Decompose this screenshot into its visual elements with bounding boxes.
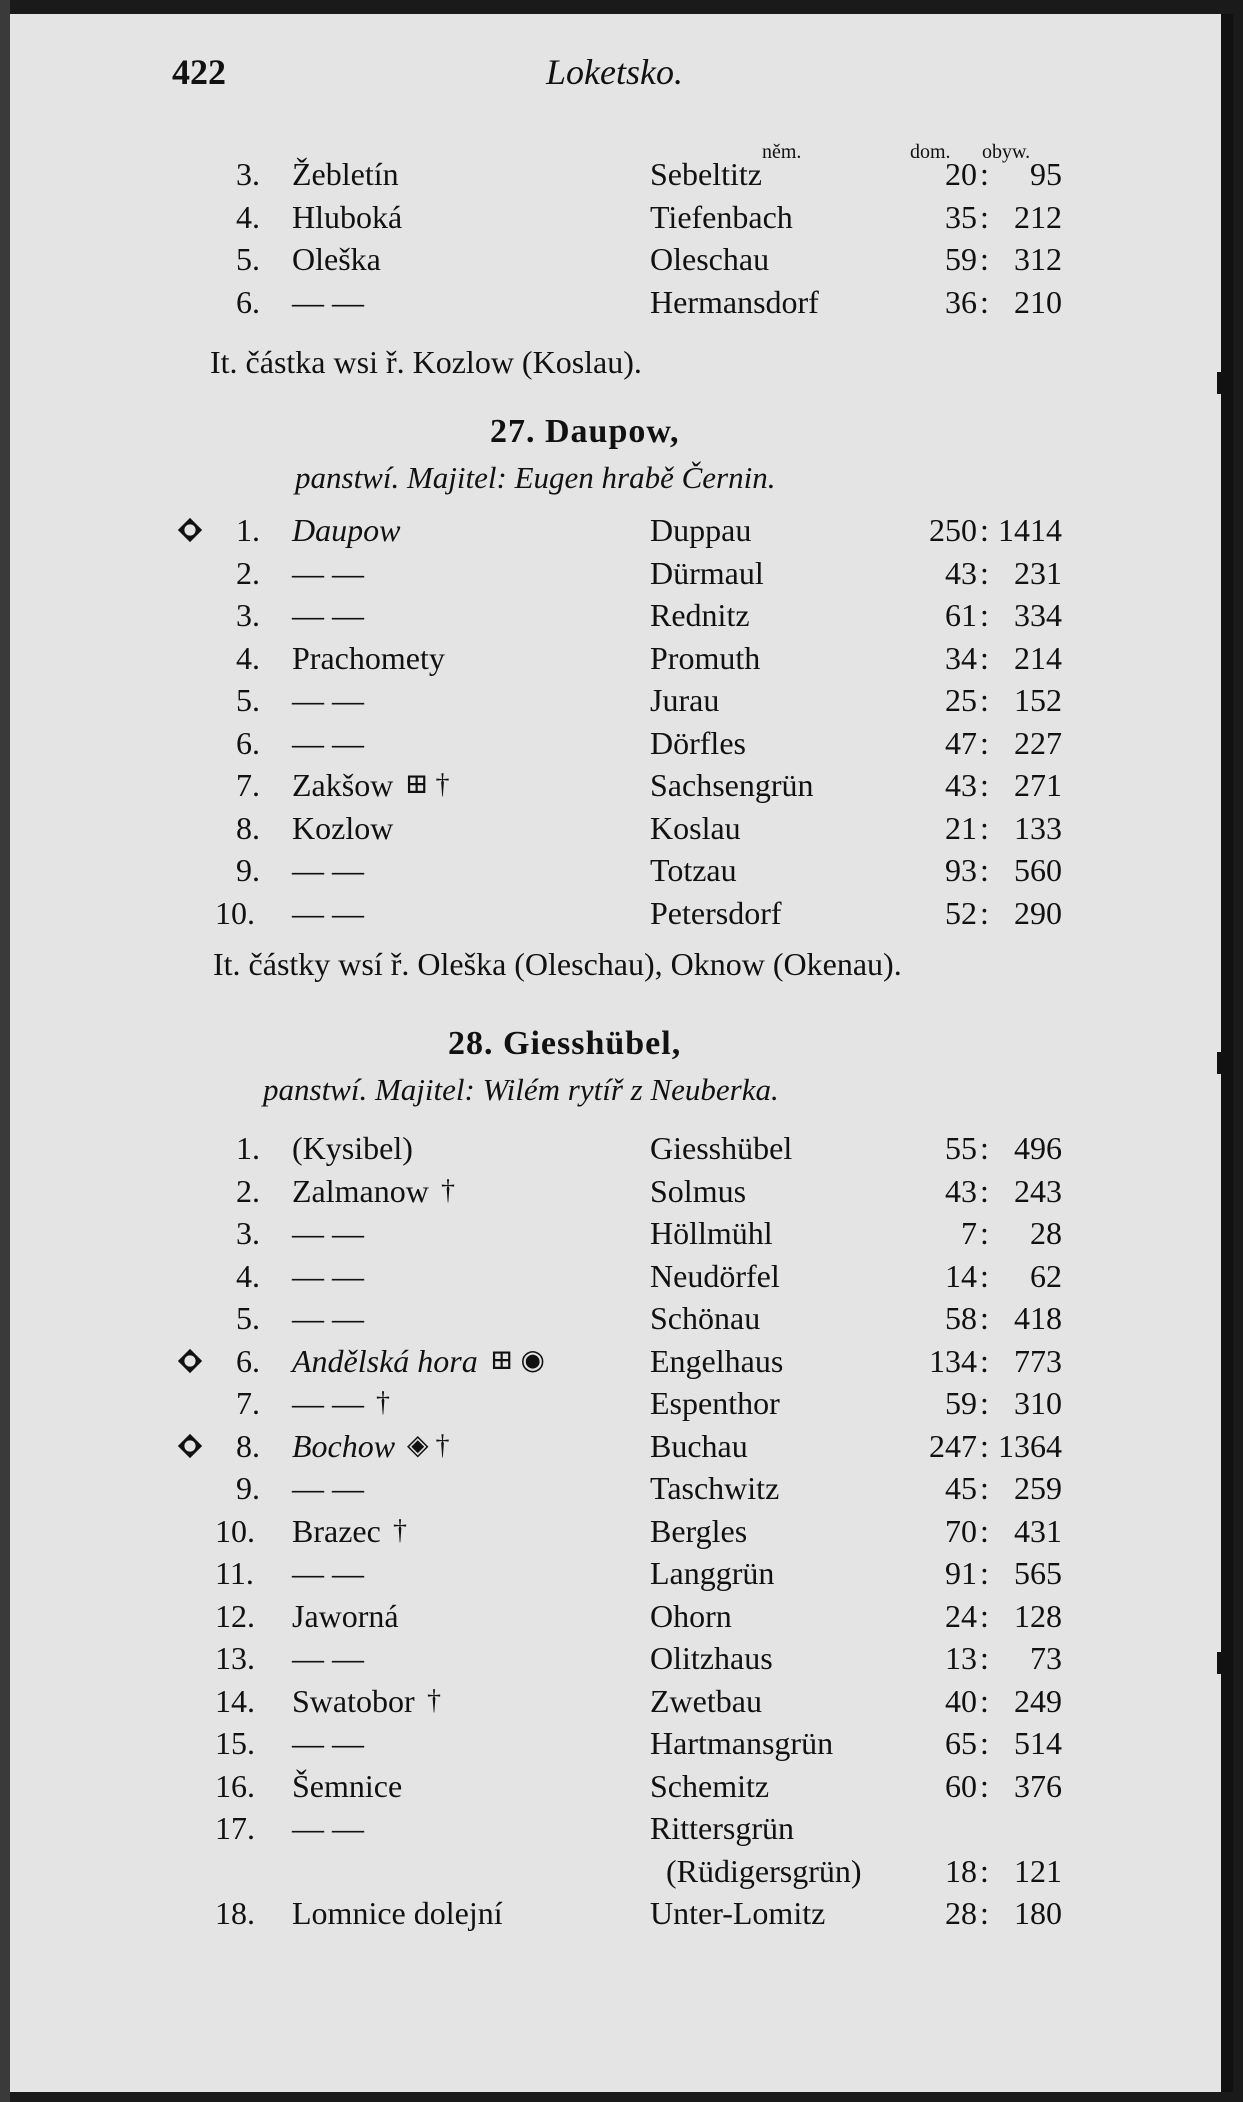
row-czech-name: — — [292,682,364,718]
row-number: 7. [236,767,260,803]
section-28-title: 28. Giesshübel, [448,1025,682,1062]
row-separator: : [980,852,989,888]
row-inhabitants: 565 [1014,1555,1062,1591]
row-separator: : [980,894,989,931]
row-separator: : [980,1555,989,1591]
row-czech-name: — — [292,1725,364,1761]
row-german-name: Tiefenbach [650,198,793,235]
row-houses: 40 [945,1682,977,1719]
row-number: 1. [236,512,260,548]
row-houses: 14 [945,1257,977,1294]
row-separator: : [980,1682,989,1719]
row-houses: 47 [945,724,977,761]
row-separator: : [980,241,989,277]
row-inhabitants: 214 [1014,639,1062,676]
row-number: 11. [215,1555,254,1591]
row-czech-name: — — [292,1215,364,1251]
row-separator: : [980,156,989,192]
row-czech-name: — — [292,1385,364,1421]
row-number: 3. [236,156,260,192]
row-german-name: Engelhaus [650,1342,784,1379]
row-number: 1. [236,1130,260,1166]
row-houses: 18 [945,1852,977,1889]
row-german-name: Sachsengrün [650,767,814,803]
row-separator: : [980,1427,989,1464]
row-houses: 13 [945,1640,977,1676]
row-number: 8. [236,1427,260,1464]
row-german-name: Buchau [650,1427,748,1464]
row-separator: : [980,1342,989,1379]
row-number: 10. [215,1512,255,1549]
row-german-name: Taschwitz [650,1470,780,1506]
row-houses: 35 [945,198,977,235]
row-german-name: Dörfles [650,724,746,761]
row-german-name: Rednitz [650,597,750,633]
row-number: 12. [215,1597,255,1634]
section-27-note: It. částky wsí ř. Oleška (Oleschau), Oknow (Okenau). [213,946,902,982]
row-number: 5. [236,1300,260,1336]
row-separator: : [980,1767,989,1804]
row-czech-name: Lomnice dolejní [292,1895,503,1931]
row-czech-name: — — [292,1555,364,1591]
row-separator: : [980,1895,989,1931]
row-separator: : [980,1257,989,1294]
row-german-name: (Rüdigersgrün) [666,1852,862,1889]
row-czech-name: — — [292,724,364,761]
row-number: 3. [236,597,260,633]
row-german-name: Höllmühl [650,1215,773,1251]
row-number: 14. [215,1682,255,1719]
row-separator: : [980,283,989,320]
row-german-name: Zwetbau [650,1682,762,1719]
row-number: 9. [236,852,260,888]
row-symbols: † [393,1514,407,1546]
row-houses: 25 [945,682,977,718]
row-houses: 134 [929,1342,977,1379]
row-german-name: Rittersgrün [650,1810,794,1846]
row-number: 5. [236,682,260,718]
row-inhabitants: 121 [1014,1852,1062,1889]
row-inhabitants: 334 [1014,597,1062,633]
row-separator: : [980,1172,989,1209]
row-czech-name: Žebletín [292,156,399,192]
row-number: 3. [236,1215,260,1251]
section-27-title: 27. Daupow, [490,413,680,450]
row-symbols: † [376,1387,390,1418]
row-separator: : [980,809,989,846]
row-czech-name: — — [292,597,364,633]
row-separator: : [980,198,989,235]
row-german-name: Totzau [650,852,737,888]
row-houses: 70 [945,1512,977,1549]
row-inhabitants: 431 [1014,1512,1062,1549]
row-german-name: Schönau [650,1300,761,1336]
row-czech-name: Jaworná [292,1597,399,1634]
row-houses: 43 [945,554,977,591]
row-number: 2. [236,1172,260,1209]
row-houses: 58 [945,1300,977,1336]
row-number: 16. [215,1767,255,1804]
row-inhabitants: 180 [1014,1895,1062,1931]
row-separator: : [980,724,989,761]
row-number: 7. [236,1385,260,1421]
row-german-name: Petersdorf [650,894,782,931]
edge-mark [1217,1652,1227,1674]
row-inhabitants: 28 [1030,1215,1062,1251]
row-inhabitants: 773 [1014,1342,1062,1379]
row-houses: 65 [945,1725,977,1761]
row-houses: 36 [945,283,977,320]
row-czech-name: — — [292,1257,364,1294]
row-czech-name: Bochow [292,1427,396,1464]
row-houses: 59 [945,241,977,277]
row-czech-name: Prachomety [292,639,445,676]
row-houses: 93 [945,852,977,888]
row-german-name: Ohorn [650,1597,732,1634]
row-inhabitants: 212 [1014,198,1062,235]
row-number: 4. [236,1257,260,1294]
row-czech-name: — — [292,1640,364,1676]
row-german-name: Duppau [650,512,752,548]
row-separator: : [980,512,989,548]
row-czech-name: Oleška [292,241,381,277]
row-inhabitants: 227 [1014,724,1062,761]
row-inhabitants: 271 [1014,767,1062,803]
row-inhabitants: 249 [1014,1682,1062,1719]
section-28-subtitle: panstwí. Majitel: Wilém rytíř z Neuberka. [263,1072,779,1107]
row-number: 10. [215,894,255,931]
row-houses: 45 [945,1470,977,1506]
row-separator: : [980,554,989,591]
row-houses: 59 [945,1385,977,1421]
row-number: 6. [236,1342,260,1379]
row-german-name: Unter-Lomitz [650,1895,826,1931]
row-german-name: Oleschau [650,241,770,277]
row-separator: : [980,1597,989,1634]
row-symbols: † [441,1174,455,1206]
row-inhabitants: 73 [1030,1640,1062,1676]
row-german-name: Koslau [650,809,741,846]
row-houses: 247 [929,1427,977,1464]
edge-mark [1217,372,1227,394]
row-german-name: Neudörfel [650,1257,780,1294]
row-german-name: Hartmansgrün [650,1725,834,1761]
row-inhabitants: 128 [1014,1597,1062,1634]
row-houses: 43 [945,1172,977,1209]
row-german-name: Solmus [650,1172,747,1209]
row-separator: : [980,767,989,803]
row-houses: 43 [945,767,977,803]
row-symbols: ⊞ ◉ [490,1344,545,1376]
row-houses: 55 [945,1130,977,1166]
row-number: 9. [236,1470,260,1506]
row-number: 13. [215,1640,255,1676]
row-houses: 28 [945,1895,977,1931]
row-number: 8. [236,809,260,846]
row-czech-name: Kozlow [292,809,394,846]
col-header-german: něm. [762,141,802,163]
row-separator: : [980,1470,989,1506]
row-houses: 91 [945,1555,977,1591]
row-separator: : [980,597,989,633]
row-german-name: Promuth [650,639,761,676]
row-inhabitants: 418 [1014,1300,1062,1336]
col-header-houses: dom. [910,141,951,163]
row-separator: : [980,1385,989,1421]
row-houses: 250 [929,512,977,548]
row-inhabitants: 1414 [998,512,1062,548]
row-inhabitants: 259 [1014,1470,1062,1506]
row-inhabitants: 514 [1014,1725,1062,1761]
row-inhabitants: 152 [1014,682,1062,718]
row-inhabitants: 496 [1014,1130,1062,1166]
row-czech-name: Zalmanow [292,1172,429,1209]
row-czech-name: Šemnice [292,1767,403,1804]
row-czech-name: Swatobor [292,1682,415,1719]
row-inhabitants: 290 [1014,894,1062,931]
col-header-inhabitants: obyw. [982,141,1031,163]
section-27-subtitle: panstwí. Majitel: Eugen hrabě Černin. [295,460,776,495]
row-czech-name: Hluboká [292,198,403,235]
row-separator: : [980,682,989,718]
row-number: 4. [236,198,260,235]
row-inhabitants: 243 [1014,1172,1062,1209]
row-german-name: Jurau [650,682,720,718]
row-symbols: ⊞ † [405,769,450,800]
row-german-name: Giesshübel [650,1130,793,1166]
row-inhabitants: 1364 [998,1427,1062,1464]
row-inhabitants: 62 [1030,1257,1062,1294]
row-czech-name: — — [292,283,364,320]
row-houses: 7 [961,1215,977,1251]
row-german-name: Schemitz [650,1767,770,1804]
row-inhabitants: 210 [1014,283,1062,320]
row-german-name: Langgrün [650,1555,775,1591]
book-binding [0,0,10,2102]
row-separator: : [980,1512,989,1549]
row-czech-name: — — [292,894,364,931]
row-czech-name: — — [292,852,364,888]
row-number: 17. [215,1810,255,1846]
row-german-name: Olitzhaus [650,1640,773,1676]
row-czech-name: — — [292,554,364,591]
row-separator: : [980,1640,989,1676]
row-separator: : [980,1725,989,1761]
row-separator: : [980,639,989,676]
row-separator: : [980,1130,989,1166]
row-houses: 21 [945,809,977,846]
row-czech-name: (Kysibel) [292,1130,413,1166]
row-german-name: Bergles [650,1512,748,1549]
row-inhabitants: 376 [1014,1767,1062,1804]
row-czech-name: — — [292,1810,364,1846]
row-number: 6. [236,283,260,320]
row-separator: : [980,1852,989,1889]
row-symbols: † [427,1684,441,1716]
row-number: 15. [215,1725,255,1761]
row-number: 18. [215,1895,255,1931]
row-inhabitants: 231 [1014,554,1062,591]
row-number: 4. [236,639,260,676]
book-page [10,14,1222,2092]
row-houses: 34 [945,639,977,676]
row-czech-name: Andělská hora [292,1342,478,1379]
section-prev-note: It. částka wsi ř. Kozlow (Koslau). [210,344,642,380]
row-inhabitants: 95 [1030,156,1062,192]
row-symbols: ◈ † [407,1429,450,1461]
running-title: Loketsko. [546,52,683,92]
row-houses: 60 [945,1767,977,1804]
row-czech-name: Daupow [292,512,401,548]
row-czech-name: — — [292,1470,364,1506]
row-inhabitants: 560 [1014,852,1062,888]
row-houses: 52 [945,894,977,931]
row-separator: : [980,1215,989,1251]
row-number: 5. [236,241,260,277]
row-houses: 24 [945,1597,977,1634]
row-german-name: Hermansdorf [650,283,819,320]
row-number: 6. [236,724,260,761]
edge-mark [1217,1052,1227,1074]
row-german-name: Dürmaul [650,554,764,591]
row-czech-name: Brazec [292,1512,381,1549]
row-inhabitants: 133 [1014,809,1062,846]
row-number: 2. [236,554,260,591]
row-german-name: Espenthor [650,1385,780,1421]
row-czech-name: — — [292,1300,364,1336]
page-number: 422 [172,52,226,92]
row-separator: : [980,1300,989,1336]
row-houses: 20 [945,156,977,192]
row-czech-name: Zakšow [292,767,394,803]
row-houses: 61 [945,597,977,633]
row-inhabitants: 310 [1014,1385,1062,1421]
row-inhabitants: 312 [1014,241,1062,277]
row-german-name: Sebeltitz [650,156,762,192]
